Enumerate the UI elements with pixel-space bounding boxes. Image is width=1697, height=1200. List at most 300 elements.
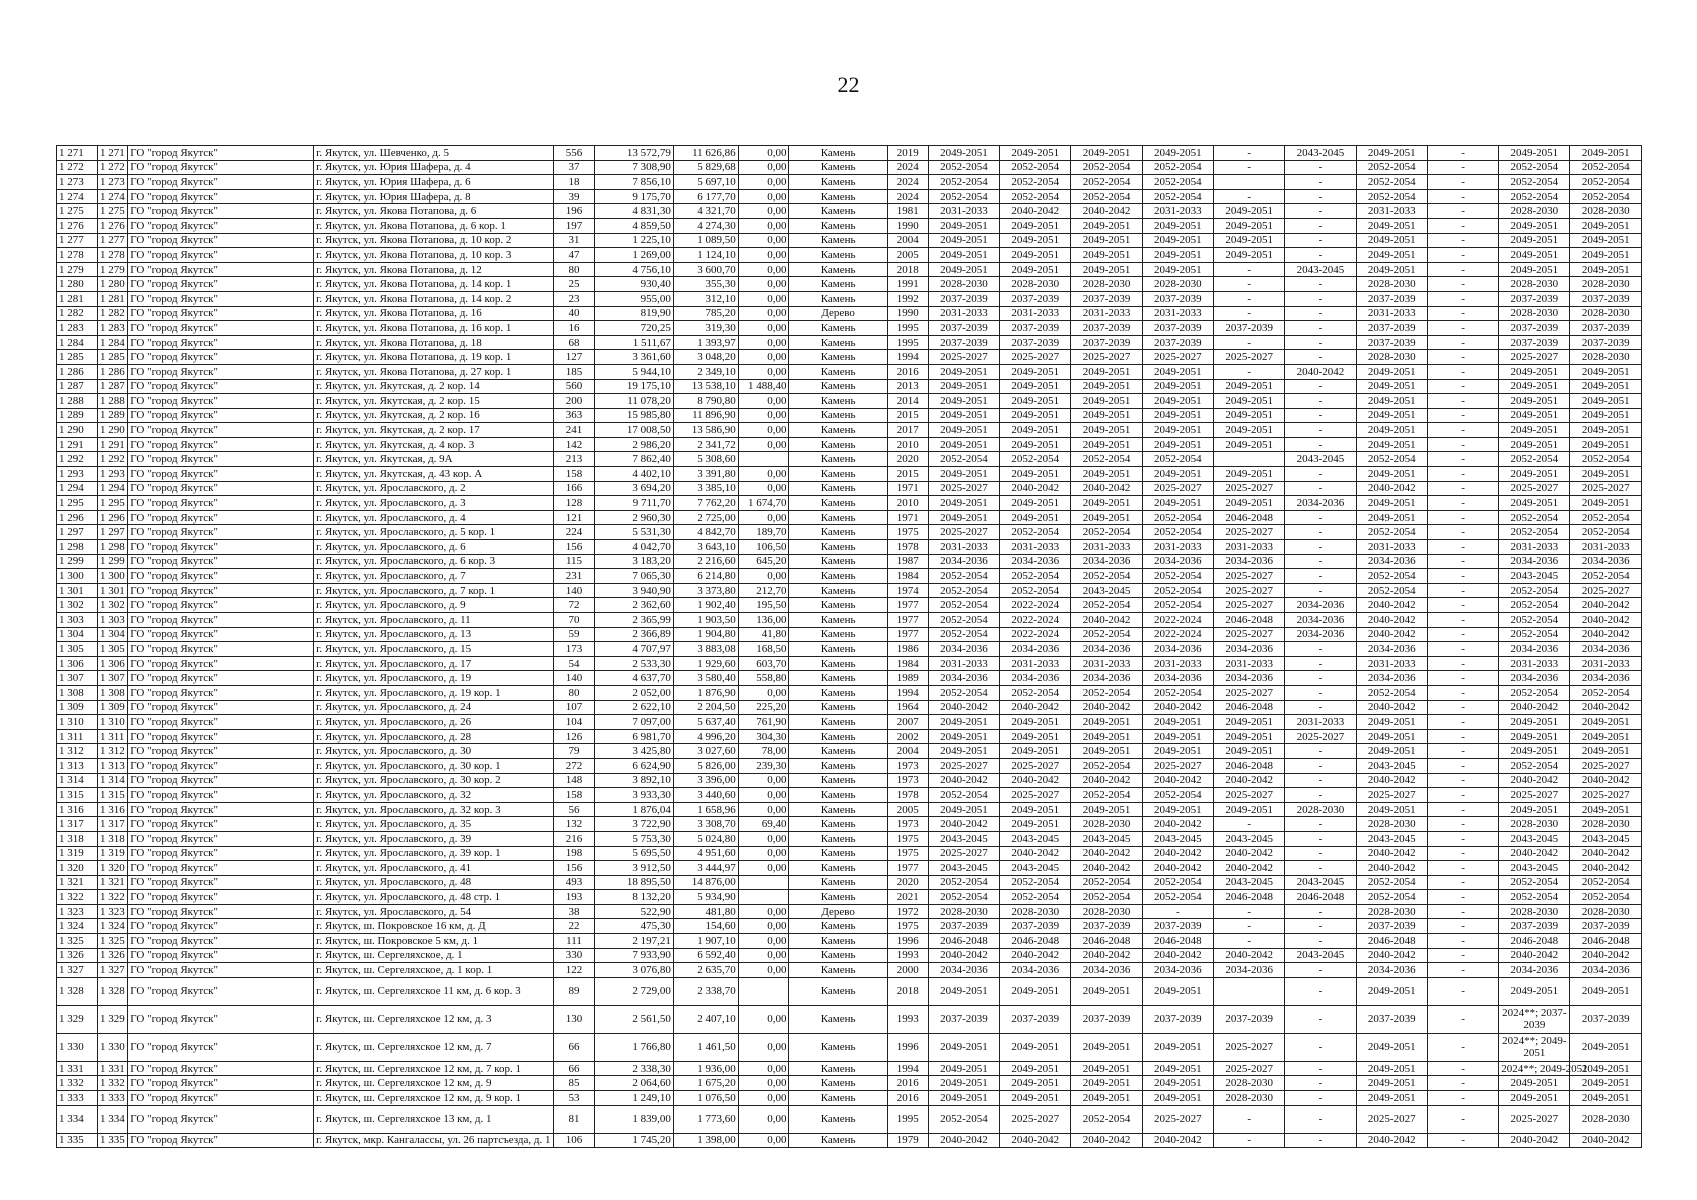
nonresidential-area-cell [738, 977, 789, 1005]
table-row [57, 861, 1642, 876]
build-year-cell: 1991 [887, 277, 928, 292]
object-number-cell: 1 303 [98, 613, 128, 628]
period-cell: 2049-2051 [1356, 729, 1427, 744]
period-cell: 2037-2039 [1356, 321, 1427, 336]
living-area-cell: 4 996,20 [673, 729, 738, 744]
period-cell: - [1285, 248, 1356, 263]
living-area-cell: 4 321,70 [673, 204, 738, 219]
municipality-cell: ГО "город Якутск" [128, 204, 314, 219]
object-number-cell: 1 322 [98, 890, 128, 905]
period-cell: - [1285, 277, 1356, 292]
residents-cell: 70 [553, 613, 594, 628]
period-cell: 2052-2054 [1000, 189, 1071, 204]
build-year-cell: 2016 [887, 1076, 928, 1091]
period-cell: 2052-2054 [1071, 1105, 1142, 1133]
period-cell: - [1285, 350, 1356, 365]
wall-material-cell: Камень [789, 919, 887, 934]
period-cell: - [1427, 437, 1498, 452]
wall-material-cell: Камень [789, 233, 887, 248]
residents-cell: 130 [553, 1005, 594, 1033]
period-cell: 2034-2036 [1214, 554, 1285, 569]
period-cell: - [1427, 467, 1498, 482]
period-cell: 2049-2051 [1570, 233, 1642, 248]
period-cell: 2052-2054 [1071, 189, 1142, 204]
period-cell: 2049-2051 [1071, 715, 1142, 730]
nonresidential-area-cell: 0,00 [738, 262, 789, 277]
period-cell: 2043-2045 [928, 861, 999, 876]
period-cell: 2049-2051 [1071, 977, 1142, 1005]
municipality-cell: ГО "город Якутск" [128, 977, 314, 1005]
row-number-cell: 1 330 [57, 1033, 98, 1061]
period-cell: 2046-2048 [1071, 934, 1142, 949]
period-cell: 2049-2051 [1071, 1091, 1142, 1106]
nonresidential-area-cell: 0,00 [738, 204, 789, 219]
municipality-cell: ГО "город Якутск" [128, 481, 314, 496]
period-cell: 2052-2054 [1000, 685, 1071, 700]
period-cell: 2049-2051 [1000, 408, 1071, 423]
period-cell: 2049-2051 [1570, 364, 1642, 379]
build-year-cell: 1984 [887, 656, 928, 671]
period-cell: 2031-2033 [1285, 715, 1356, 730]
residents-cell: 193 [553, 890, 594, 905]
residents-cell: 47 [553, 248, 594, 263]
period-cell: 2049-2051 [1499, 394, 1570, 409]
period-cell: 2049-2051 [1214, 394, 1285, 409]
period-cell: 2040-2042 [1071, 948, 1142, 963]
period-cell: 2025-2027 [928, 758, 999, 773]
municipality-cell: ГО "город Якутск" [128, 1005, 314, 1033]
period-cell: 2052-2054 [1499, 890, 1570, 905]
residents-cell: 72 [553, 598, 594, 613]
period-cell: 2040-2042 [1570, 627, 1642, 642]
build-year-cell: 1994 [887, 350, 928, 365]
period-cell: 2028-2030 [1570, 277, 1642, 292]
wall-material-cell: Камень [789, 963, 887, 978]
build-year-cell: 2013 [887, 379, 928, 394]
total-area-cell: 2 729,00 [595, 977, 674, 1005]
address-cell: г. Якутск, ул. Шевченко, д. 5 [314, 146, 554, 161]
nonresidential-area-cell: 0,00 [738, 904, 789, 919]
object-number-cell: 1 285 [98, 350, 128, 365]
period-cell: 2052-2054 [1000, 160, 1071, 175]
period-cell: 2052-2054 [928, 160, 999, 175]
period-cell: - [1285, 846, 1356, 861]
period-cell: - [1427, 189, 1498, 204]
object-number-cell: 1 330 [98, 1033, 128, 1061]
period-cell: 2040-2042 [1000, 846, 1071, 861]
row-number-cell: 1 299 [57, 554, 98, 569]
period-cell: 2052-2054 [1356, 525, 1427, 540]
period-cell: 2052-2054 [1570, 685, 1642, 700]
period-cell: - [1427, 569, 1498, 584]
period-cell: 2040-2042 [1356, 613, 1427, 628]
total-area-cell: 3 076,80 [595, 963, 674, 978]
wall-material-cell: Дерево [789, 306, 887, 321]
period-cell: 2043-2045 [1285, 146, 1356, 161]
period-cell: 2040-2042 [1071, 773, 1142, 788]
living-area-cell: 1 929,60 [673, 656, 738, 671]
period-cell: 2052-2054 [928, 175, 999, 190]
address-cell: г. Якутск, ул. Ярославского, д. 39 кор. 1 [314, 846, 554, 861]
table-row [57, 744, 1642, 759]
address-cell: г. Якутск, ул. Ярославского, д. 17 [314, 656, 554, 671]
nonresidential-area-cell: 603,70 [738, 656, 789, 671]
municipality-cell: ГО "город Якутск" [128, 467, 314, 482]
living-area-cell: 2 349,10 [673, 364, 738, 379]
period-cell: - [1427, 700, 1498, 715]
wall-material-cell: Камень [789, 890, 887, 905]
period-cell: 2040-2042 [1214, 861, 1285, 876]
period-cell: 2046-2048 [1570, 934, 1642, 949]
build-year-cell: 1993 [887, 948, 928, 963]
period-cell: 2040-2042 [1570, 861, 1642, 876]
living-area-cell: 5 934,90 [673, 890, 738, 905]
table-row [57, 218, 1642, 233]
address-cell: г. Якутск, ул. Якова Потапова, д. 16 кор. 1 [314, 321, 554, 336]
nonresidential-area-cell: 0,00 [738, 1033, 789, 1061]
row-number-cell: 1 302 [57, 598, 98, 613]
municipality-cell: ГО "город Якутск" [128, 802, 314, 817]
period-cell: 2049-2051 [1142, 218, 1213, 233]
period-cell: 2049-2051 [1071, 496, 1142, 511]
total-area-cell: 930,40 [595, 277, 674, 292]
table-row [57, 335, 1642, 350]
period-cell: 2052-2054 [1499, 160, 1570, 175]
row-number-cell: 1 306 [57, 656, 98, 671]
nonresidential-area-cell: 0,00 [738, 218, 789, 233]
nonresidential-area-cell: 168,50 [738, 642, 789, 657]
row-number-cell: 1 297 [57, 525, 98, 540]
period-cell: 2037-2039 [1499, 919, 1570, 934]
period-cell: 2049-2051 [1142, 715, 1213, 730]
municipality-cell: ГО "город Якутск" [128, 262, 314, 277]
build-year-cell: 1987 [887, 554, 928, 569]
period-cell: 2052-2054 [928, 627, 999, 642]
nonresidential-area-cell: 1 674,70 [738, 496, 789, 511]
period-cell: 2040-2042 [1570, 700, 1642, 715]
period-cell: - [1285, 671, 1356, 686]
table-row [57, 510, 1642, 525]
object-number-cell: 1 317 [98, 817, 128, 832]
period-cell: 2034-2036 [1071, 671, 1142, 686]
total-area-cell: 6 981,70 [595, 729, 674, 744]
period-cell: 2049-2051 [928, 364, 999, 379]
period-cell: 2040-2042 [1570, 598, 1642, 613]
municipality-cell: ГО "город Якутск" [128, 613, 314, 628]
period-cell: 2049-2051 [928, 496, 999, 511]
object-number-cell: 1 287 [98, 379, 128, 394]
total-area-cell: 7 065,30 [595, 569, 674, 584]
municipality-cell: ГО "город Якутск" [128, 335, 314, 350]
object-number-cell: 1 329 [98, 1005, 128, 1033]
living-area-cell: 5 826,00 [673, 758, 738, 773]
row-number-cell: 1 320 [57, 861, 98, 876]
wall-material-cell: Камень [789, 831, 887, 846]
period-cell: 2049-2051 [1214, 379, 1285, 394]
municipality-cell: ГО "город Якутск" [128, 919, 314, 934]
nonresidential-area-cell: 0,00 [738, 802, 789, 817]
period-cell: 2031-2033 [928, 306, 999, 321]
period-cell: - [1214, 160, 1285, 175]
period-cell: 2049-2051 [1356, 510, 1427, 525]
table-row [57, 627, 1642, 642]
object-number-cell: 1 281 [98, 291, 128, 306]
row-number-cell: 1 301 [57, 583, 98, 598]
period-cell: 2052-2054 [1142, 525, 1213, 540]
period-cell: 2049-2051 [1570, 1033, 1642, 1061]
page-number: 22 [837, 72, 860, 97]
total-area-cell: 1 511,67 [595, 335, 674, 350]
living-area-cell: 5 829,68 [673, 160, 738, 175]
period-cell: 2043-2045 [1499, 569, 1570, 584]
living-area-cell: 2 338,70 [673, 977, 738, 1005]
build-year-cell: 1971 [887, 481, 928, 496]
period-cell: 2052-2054 [1356, 160, 1427, 175]
period-cell: 2043-2045 [1000, 861, 1071, 876]
build-year-cell: 2000 [887, 963, 928, 978]
period-cell [1214, 175, 1285, 190]
nonresidential-area-cell: 304,30 [738, 729, 789, 744]
residents-cell: 140 [553, 583, 594, 598]
period-cell: 2025-2027 [1142, 350, 1213, 365]
period-cell: 2025-2027 [1142, 758, 1213, 773]
period-cell: 2049-2051 [1499, 379, 1570, 394]
period-cell: 2049-2051 [1499, 496, 1570, 511]
total-area-cell: 3 940,90 [595, 583, 674, 598]
period-cell: 2049-2051 [1142, 496, 1213, 511]
total-area-cell: 2 561,50 [595, 1005, 674, 1033]
period-cell: 2049-2051 [1071, 510, 1142, 525]
build-year-cell: 2018 [887, 977, 928, 1005]
row-number-cell: 1 307 [57, 671, 98, 686]
wall-material-cell: Камень [789, 554, 887, 569]
period-cell: - [1427, 831, 1498, 846]
period-cell: 2052-2054 [928, 875, 999, 890]
period-cell: - [1285, 817, 1356, 832]
nonresidential-area-cell: 0,00 [738, 934, 789, 949]
period-cell: 2052-2054 [1071, 788, 1142, 803]
residents-cell: 89 [553, 977, 594, 1005]
period-cell: - [1214, 1133, 1285, 1148]
build-year-cell: 2016 [887, 1091, 928, 1106]
wall-material-cell: Камень [789, 496, 887, 511]
period-cell: - [1427, 1105, 1498, 1133]
address-cell: г. Якутск, ул. Ярославского, д. 6 [314, 540, 554, 555]
row-number-cell: 1 315 [57, 788, 98, 803]
address-cell: г. Якутск, ул. Якова Потапова, д. 6 [314, 204, 554, 219]
period-cell: 2034-2036 [1214, 671, 1285, 686]
total-area-cell: 2 986,20 [595, 437, 674, 452]
residents-cell: 158 [553, 788, 594, 803]
table-row [57, 715, 1642, 730]
total-area-cell: 2 366,89 [595, 627, 674, 642]
municipality-cell: ГО "город Якутск" [128, 423, 314, 438]
table-row [57, 1033, 1642, 1061]
period-cell: 2049-2051 [928, 467, 999, 482]
period-cell: 2025-2027 [1570, 758, 1642, 773]
period-cell: 2028-2030 [1499, 904, 1570, 919]
address-cell: г. Якутск, ул. Якова Потапова, д. 12 [314, 262, 554, 277]
total-area-cell: 8 132,20 [595, 890, 674, 905]
period-cell: 2037-2039 [1000, 919, 1071, 934]
build-year-cell: 1984 [887, 569, 928, 584]
residents-cell: 104 [553, 715, 594, 730]
object-number-cell: 1 324 [98, 919, 128, 934]
wall-material-cell: Камень [789, 788, 887, 803]
total-area-cell: 4 042,70 [595, 540, 674, 555]
object-number-cell: 1 279 [98, 262, 128, 277]
period-cell: 2028-2030 [1570, 904, 1642, 919]
period-cell: 2049-2051 [1000, 218, 1071, 233]
object-number-cell: 1 297 [98, 525, 128, 540]
period-cell: 2037-2039 [1570, 335, 1642, 350]
object-number-cell: 1 276 [98, 218, 128, 233]
wall-material-cell: Камень [789, 700, 887, 715]
build-year-cell: 1975 [887, 846, 928, 861]
period-cell: 2034-2036 [1499, 642, 1570, 657]
period-cell: - [1285, 919, 1356, 934]
period-cell: 2049-2051 [928, 146, 999, 161]
residents-cell: 23 [553, 291, 594, 306]
table-row [57, 1061, 1642, 1076]
address-cell: г. Якутск, ул. Якутская, д. 2 кор. 15 [314, 394, 554, 409]
housing-register-table [56, 145, 1642, 1148]
period-cell: 2052-2054 [1000, 890, 1071, 905]
object-number-cell: 1 277 [98, 233, 128, 248]
period-cell: 2037-2039 [1142, 919, 1213, 934]
wall-material-cell: Камень [789, 744, 887, 759]
address-cell: г. Якутск, мкр. Кангалассы, ул. 26 партсъезда, д. 1 [314, 1133, 554, 1148]
table-row [57, 977, 1642, 1005]
living-area-cell: 3 600,70 [673, 262, 738, 277]
period-cell: 2037-2039 [1356, 919, 1427, 934]
municipality-cell: ГО "город Якутск" [128, 1105, 314, 1133]
residents-cell: 25 [553, 277, 594, 292]
residents-cell: 156 [553, 861, 594, 876]
period-cell: 2049-2051 [1356, 496, 1427, 511]
address-cell: г. Якутск, ул. Якова Потапова, д. 18 [314, 335, 554, 350]
build-year-cell: 2004 [887, 744, 928, 759]
period-cell: 2028-2030 [1499, 306, 1570, 321]
period-cell: 2040-2042 [1570, 948, 1642, 963]
build-year-cell: 2020 [887, 875, 928, 890]
address-cell: г. Якутск, ул. Ярославского, д. 6 кор. 3 [314, 554, 554, 569]
period-cell: 2049-2051 [1000, 394, 1071, 409]
table-row [57, 496, 1642, 511]
period-cell: 2052-2054 [1071, 685, 1142, 700]
period-cell: 2049-2051 [1142, 1076, 1213, 1091]
period-cell: 2052-2054 [1356, 890, 1427, 905]
period-cell: 2025-2027 [1214, 1061, 1285, 1076]
period-cell: 2049-2051 [1499, 729, 1570, 744]
wall-material-cell: Камень [789, 846, 887, 861]
object-number-cell: 1 323 [98, 904, 128, 919]
period-cell: 2049-2051 [928, 1033, 999, 1061]
period-cell: 2052-2054 [928, 788, 999, 803]
municipality-cell: ГО "город Якутск" [128, 540, 314, 555]
period-cell: - [1427, 350, 1498, 365]
table-row [57, 685, 1642, 700]
period-cell: 2049-2051 [1000, 146, 1071, 161]
period-cell: 2052-2054 [1499, 758, 1570, 773]
row-number-cell: 1 333 [57, 1091, 98, 1106]
period-cell: 2028-2030 [1071, 817, 1142, 832]
residents-cell: 140 [553, 671, 594, 686]
table-row [57, 963, 1642, 978]
period-cell: 2046-2048 [1142, 934, 1213, 949]
municipality-cell: ГО "город Якутск" [128, 233, 314, 248]
period-cell: 2049-2051 [1142, 729, 1213, 744]
period-cell: 2049-2051 [1570, 496, 1642, 511]
object-number-cell: 1 335 [98, 1133, 128, 1148]
wall-material-cell: Камень [789, 262, 887, 277]
wall-material-cell: Камень [789, 656, 887, 671]
living-area-cell: 1 393,97 [673, 335, 738, 350]
period-cell: 2034-2036 [1142, 642, 1213, 657]
living-area-cell: 319,30 [673, 321, 738, 336]
period-cell: 2034-2036 [1285, 613, 1356, 628]
table-row [57, 773, 1642, 788]
object-number-cell: 1 274 [98, 189, 128, 204]
build-year-cell: 1995 [887, 321, 928, 336]
nonresidential-area-cell: 761,90 [738, 715, 789, 730]
residents-cell: 22 [553, 919, 594, 934]
period-cell: 2031-2033 [1071, 656, 1142, 671]
table-row [57, 423, 1642, 438]
period-cell: 2031-2033 [1142, 306, 1213, 321]
build-year-cell: 2010 [887, 496, 928, 511]
period-cell: 2022-2024 [1000, 613, 1071, 628]
period-cell: 2031-2033 [1570, 540, 1642, 555]
build-year-cell: 1994 [887, 1061, 928, 1076]
period-cell: 2031-2033 [928, 656, 999, 671]
municipality-cell: ГО "город Якутск" [128, 1061, 314, 1076]
period-cell: 2025-2027 [1214, 627, 1285, 642]
period-cell: - [1285, 467, 1356, 482]
period-cell: 2049-2051 [1356, 218, 1427, 233]
table-row [57, 525, 1642, 540]
period-cell: 2052-2054 [1142, 160, 1213, 175]
residents-cell: 224 [553, 525, 594, 540]
period-cell: - [1427, 218, 1498, 233]
build-year-cell: 1992 [887, 291, 928, 306]
period-cell: - [1285, 379, 1356, 394]
living-area-cell: 312,10 [673, 291, 738, 306]
object-number-cell: 1 332 [98, 1076, 128, 1091]
period-cell: - [1427, 890, 1498, 905]
address-cell: г. Якутск, ул. Якова Потапова, д. 14 кор. 2 [314, 291, 554, 306]
period-cell: 2037-2039 [1000, 1005, 1071, 1033]
period-cell: - [1285, 934, 1356, 949]
nonresidential-area-cell: 0,00 [738, 1133, 789, 1148]
period-cell: 2031-2033 [1071, 540, 1142, 555]
period-cell: 2049-2051 [1499, 437, 1570, 452]
period-cell: 2028-2030 [1499, 817, 1570, 832]
nonresidential-area-cell: 78,00 [738, 744, 789, 759]
period-cell: 2049-2051 [1000, 802, 1071, 817]
period-cell: 2049-2051 [1499, 744, 1570, 759]
period-cell: 2037-2039 [1570, 321, 1642, 336]
build-year-cell: 1971 [887, 510, 928, 525]
period-cell: - [1214, 335, 1285, 350]
row-number-cell: 1 309 [57, 700, 98, 715]
object-number-cell: 1 331 [98, 1061, 128, 1076]
wall-material-cell: Камень [789, 1033, 887, 1061]
period-cell: 2028-2030 [1570, 1105, 1642, 1133]
period-cell: 2049-2051 [928, 744, 999, 759]
row-number-cell: 1 277 [57, 233, 98, 248]
period-cell: 2049-2051 [928, 408, 999, 423]
